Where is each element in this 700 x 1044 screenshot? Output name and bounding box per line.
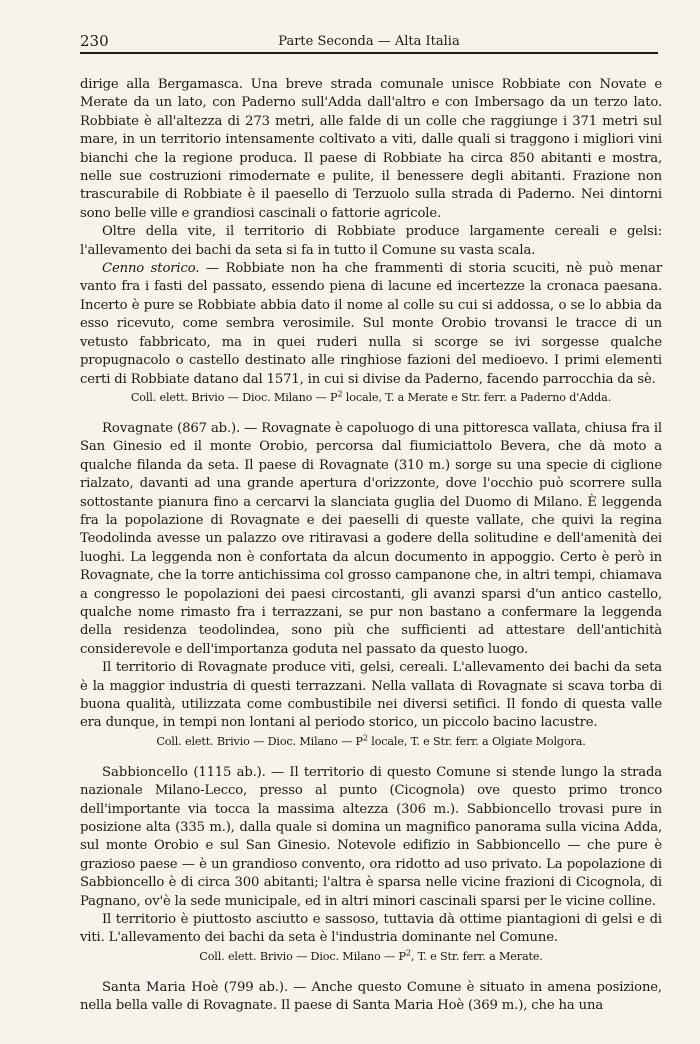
coll-text-a: Coll. elett. Brivio — Dioc. Milano — P [156,734,363,748]
sabbioncello-paragraph-1 [80,764,662,911]
robbiate-collegio-line [80,390,662,406]
running-title: Parte Seconda — Alta Italia [278,34,460,49]
rovagnate-paragraph-2: Il territorio di Rovagnate produce viti, gelsi, cereali. L'allevamento dei bachi da seta è la maggior industria di questi terrazzani. Nella vallata di Rovagnate si scava torba di buona qualità, utilizzata come combustibile nei diversi setifici. Il fondo di questa valle era dunque, in tempi non lontani al periodo storico, un piccolo bacino lacustre. [80,660,662,731]
santa-maria-population: (799 ab.). [218,979,288,995]
santa-maria-paragraph-1 [80,979,662,1016]
coll-text-a: Coll. elett. Brivio — Dioc. Milano — P [130,390,338,404]
santa-maria-name: Santa Maria Hoè [102,979,219,995]
section-gap [80,965,662,979]
santa-maria-text: — Anche questo Comune è situato in amena posizione, nella bella valle di Rovagnate. Il paese di Santa Maria Hoè (369 m.), che ha una [80,979,662,1014]
coll-sup: 2 [362,733,368,743]
coll-sup: 2 [337,389,343,399]
coll-text-b: , T. e Str. ferr. a Merate. [410,949,543,963]
coll-sup: 2 [405,948,411,958]
page-number: 230 [80,32,109,50]
coll-text-b: locale, T. e Str. ferr. a Olgiate Molgora. [367,734,586,748]
page-header [80,30,658,54]
sabbioncello-text: — Il territorio di questo Comune si stende lungo la strada nazionale Milano-Lecco, presso al punto (Cicognola) ove questo primo tronco dell'importante via tocca la massima altezza (306 m.). Sabbioncello trovasi pure in posizione alta (335 m.), dalla quale si domina un magnifico panorama sulla vicina Adda, sul monte Orobio e sul San Ginesio. Notevole edifizio in Sabbioncello — che pure è grazioso paese — è un grandioso convento, ora ridotto ad uso privato. La popolazione di Sabbioncello è di circa 300 abitanti; l'altra è sparsa nelle vicine frazioni di Cicognola, di Pagnano, ov'è la sede municipale, ed in altri minori cascinali sparsi per le vicine colline. [80,764,662,909]
sabbioncello-name: Sabbioncello [102,764,188,780]
rovagnate-paragraph-1 [80,420,662,659]
rovagnate-text: — Rovagnate è capoluogo di una pittoresca vallata, chiusa fra il San Ginesio ed il monte Orobio, percorsa dal fiumiciattolo Bevera, che dà moto a qualche filanda da seta. Il paese di Rovagnate (310 m.) sorge su una specie di ciglione rialzato, davanti ad una grande apertura d'orizzonte, dove l'occhio può scorrere sulla sottostante pianura fino a cercarvi la slanciata guglia del Duomo di Milano. È leggenda fra la popolazione di Rovagnate e dei paeselli di queste vallate, che quivi la regina Teodolinda avesse un palazzo ove ritiravasi a godere della solitudine e dell'amenità dei luoghi. La leggenda non è confortata da alcun documento in appoggio. Certo è però in Rovagnate, che la torre antichissima col grosso campanone che, in altri tempi, chiamava a congresso le popolazioni dei paesi circostanti, gli avanzi sparsi d'un antico castello, qualche nome rimasto fra i terrazzani, se pur non bastano a confermare la leggenda della residenza teodolindea, sono più che sufficienti ad attestare dell'antichità considerevole e dell'importanza goduta nel passato da questo luogo. [80,420,662,657]
page-body [80,76,662,1016]
section-gap [80,750,662,764]
coll-text-b: locale, T. a Merate e Str. ferr. a Paderno d'Adda. [342,390,612,404]
section-gap [80,406,662,420]
robbiate-paragraph-1: dirige alla Bergamasca. Una breve strada comunale unisce Robbiate con Novate e Merate da un lato, con Paderno sull'Adda dall'altro e con Imbersago da un terzo lato. Robbiate è all'altezza di 273 metri, alle falde di un colle che raggiunge i 371 metri sul mare, in un territorio intensamente coltivato a viti, dalle quali si traggono i migliori vini bianchi che la regione produca. Il paese di Robbiate ha circa 850 abitanti e mostra, nelle sue costruzioni rimodernate e pulite, il benessere degli abitanti. Frazione non trascurabile di Robbiate è il paesello di Terzuolo sulla strada di Paderno. Nei dintorni sono belle ville e grandiosi cascinali o fattorie agricole. [80,77,662,221]
sabbioncello-collegio-line [80,949,662,965]
sabbioncello-population: (1115 ab.). [188,764,266,780]
rovagnate-collegio-line [80,734,662,750]
robbiate-history-paragraph [80,260,662,389]
coll-text-a: Coll. elett. Brivio — Dioc. Milano — P [199,949,406,963]
robbiate-paragraph-2: Oltre della vite, il territorio di Robbiate produce largamente cereali e gelsi: l'allevamento dei bachi da seta si fa in tutto il Comune su vasta scala. [80,224,662,258]
sabbioncello-paragraph-2: Il territorio è piuttosto asciutto e sassoso, tuttavia dà ottime piantagioni di gelsi e di viti. L'allevamento dei bachi da seta è l'industria dominante nel Comune. [80,912,662,946]
rovagnate-name: Rovagnate [102,420,174,436]
history-text: — Robbiate non ha che frammenti di storia scuciti, nè può menar vanto fra i fasti del passato, essendo piena di lacune ed incertezze la cronaca paesana. Incerto è pure se Robbiate abbia dato il nome al colle su cui si addossa, o se lo abbia da esso ricevuto, come sembra verosimile. Sul monte Orobio trovansi le tracce di un vetusto fabbricato, ma in quei ruderi nulla si scorge se ivi sorgesse qualche propugnacolo o castello destinato alle ringhiose fazioni del medioevo. I primi elementi certi di Robbiate datano dal 1571, in cui si divise da Paderno, facendo parrocchia da sè. [80,261,662,387]
history-label: Cenno storico. [102,261,200,277]
rovagnate-population: (867 ab.). [173,420,241,436]
